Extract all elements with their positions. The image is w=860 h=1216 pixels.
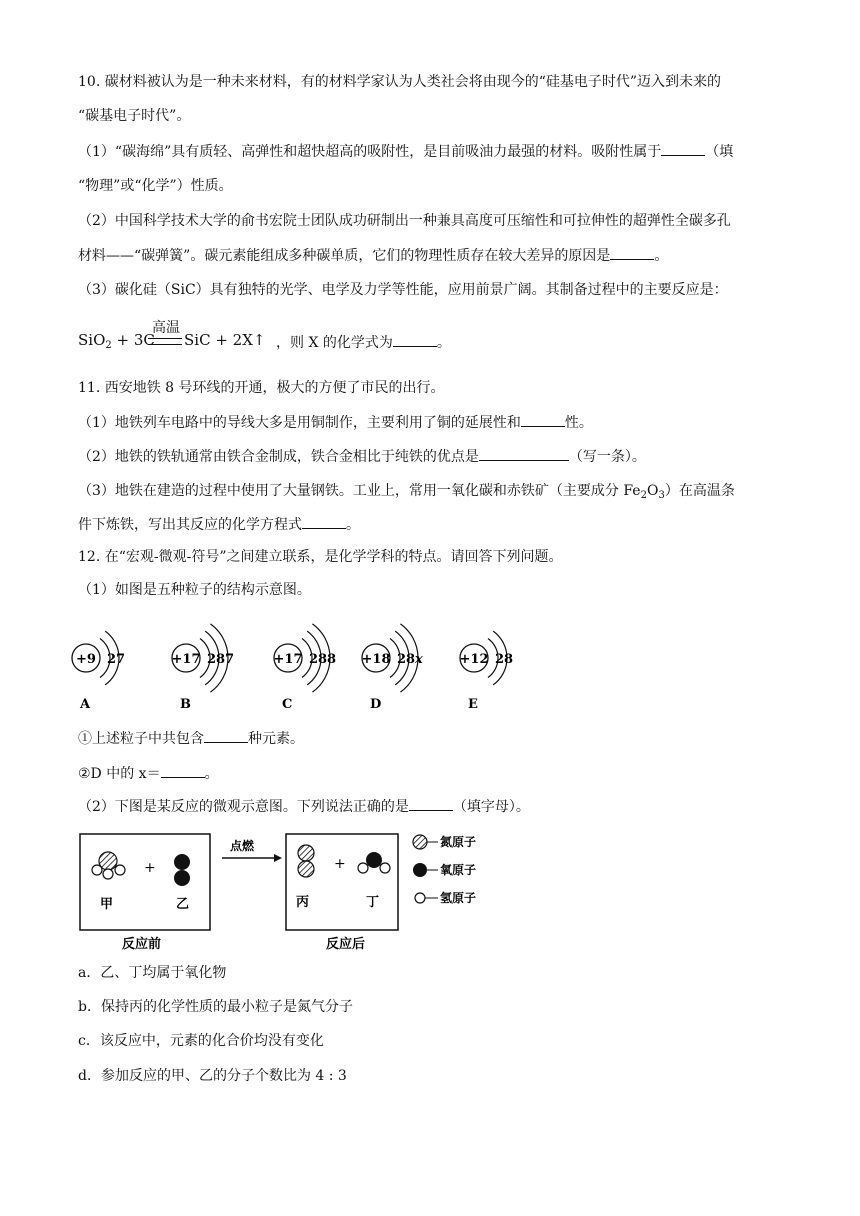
particle-label: E [468, 697, 478, 712]
particle-label: D [370, 697, 382, 712]
q11-part3-text: （3）地铁在建造的过程中使用了大量钢铁。工业上，常用一氧化碳和赤铁矿（主要成分 Fe [78, 483, 641, 499]
q10-part2-text: 材料——“碳弹簧”。碳元素能组成多种碳单质，它们的物理性质存在较大差异的原因是 [78, 248, 611, 264]
bing-molecule [298, 845, 314, 877]
oxygen-atom-icon [413, 863, 427, 877]
before-box [80, 834, 210, 930]
q10-part2-end: 。 [654, 248, 669, 264]
particle-d [362, 624, 423, 712]
nucleus-charge: +12 [459, 652, 489, 667]
ding-molecule [358, 852, 390, 873]
nucleus-charge: +9 [76, 652, 96, 667]
electron-count: 2 [309, 652, 319, 667]
electron-count: 2 [107, 652, 117, 667]
electron-count: 8 [318, 652, 328, 667]
option-d: d．参加反应的甲、乙的分子个数比为 4 : 3 [78, 1068, 347, 1084]
q12-part2-text: （2）下图是某反应的微观示意图。下列说法正确的是 [78, 799, 409, 815]
answer-blank[interactable] [521, 412, 565, 427]
particle-structure-figure [58, 612, 528, 716]
eq-right: SiC + 2X↑ [184, 331, 266, 349]
hydrogen-atom-icon [415, 893, 425, 903]
legend-oxygen: 氧原子 [440, 863, 477, 877]
ding-label: 丁 [366, 895, 380, 910]
plus-sign: + [334, 856, 346, 872]
legend-nitrogen: 氮原子 [440, 835, 477, 849]
answer-blank[interactable] [661, 141, 705, 156]
yi-label: 乙 [176, 897, 190, 912]
q10-part1-text: （1）“碳海绵”具有质轻、高弹性和超快超高的吸附性，是目前吸油力最强的材料。吸附性属于 [78, 144, 662, 160]
answer-blank[interactable] [409, 796, 453, 811]
q12-sub2-tail: 。 [204, 766, 219, 782]
q11-part2-text: （2）地铁的铁轨通常由铁合金制成，铁合金相比于纯铁的优点是 [78, 449, 479, 465]
eq-question: ，则 X 的化学式为 。 [276, 332, 451, 353]
formula-o: O [646, 483, 659, 499]
q11-part3-tail: ）在高温条 [664, 483, 735, 499]
before-label: 反应前 [122, 937, 162, 952]
legend [413, 834, 476, 905]
subscript: 2 [640, 490, 647, 501]
nitrogen-atom-icon [413, 835, 427, 849]
nucleus-charge: +17 [273, 652, 303, 667]
q11-part3-end: 。 [346, 517, 360, 533]
arrow-head-icon [274, 854, 282, 862]
option-c: c．该反应中，元素的化合价均没有变化 [78, 1033, 324, 1049]
jia-molecule [92, 852, 125, 879]
answer-blank[interactable] [479, 446, 569, 461]
q11-line1: 11. 西安地铁 8 号环线的开通，极大的方便了市民的出行。 [78, 380, 445, 396]
option-b: b．保持丙的化学性质的最小粒子是氮气分子 [78, 999, 353, 1015]
q11-part1-tail: 性。 [564, 415, 593, 431]
arrow-label: 点燃 [230, 839, 255, 853]
eq-left: SiO$_2$ + 3C [78, 331, 155, 351]
legend-hydrogen: 氢原子 [440, 891, 477, 905]
nucleus-charge: +18 [361, 652, 391, 667]
jia-label: 甲 [100, 897, 114, 912]
electron-count: 7 [116, 652, 126, 667]
electron-count: x [415, 652, 423, 667]
particle-a [72, 631, 125, 712]
q10-line2: “碳基电子时代”。 [78, 108, 191, 124]
electron-count: 8 [406, 652, 416, 667]
electron-count: 8 [504, 652, 514, 667]
q11-part1-text: （1）地铁列车电路中的导线大多是用铜制作，主要利用了铜的延展性和 [78, 415, 521, 431]
q11-part3-cont-text: 件下炼铁，写出其反应的化学方程式 [78, 517, 302, 533]
q10-part1-cont: “物理”或“化学”）性质。 [78, 178, 233, 194]
q11-part1 [78, 412, 593, 433]
subscript: 3 [658, 490, 665, 501]
q10-part2-cont [78, 245, 668, 266]
q10-part2: （2）中国科学技术大学的俞书宏院士团队成功研制出一种兼具高度可压缩性和可拉伸性的超弹性全碳多孔 [78, 213, 731, 229]
q12-sub2 [78, 763, 219, 784]
q10-part3: （3）碳化硅（SiC）具有独特的光学、电学及力学等性能，应用前景广阔。其制备过程中的主要反应是： [78, 282, 728, 298]
electron-count: 8 [216, 652, 226, 667]
q12-sub1-text: ①上述粒子中共包含 [78, 731, 204, 747]
q11-part3-cont [78, 514, 360, 535]
particle-e [460, 631, 514, 712]
up-arrow-icon: ↑ [252, 331, 266, 349]
yi-molecule [174, 854, 190, 886]
particle-label: B [180, 697, 191, 712]
q12-part2 [78, 796, 530, 817]
q12-sub1 [78, 728, 304, 749]
eq-condition: 高温 [152, 320, 180, 336]
electron-count: 2 [207, 652, 217, 667]
q11-part2-tail: （写一条）。 [568, 449, 646, 465]
q11-part2 [78, 446, 646, 467]
particle-label: A [80, 697, 91, 712]
eq-double-line [148, 338, 182, 345]
q11-part3 [78, 481, 735, 506]
q10-line1: 10. 碳材料被认为是一种未来材料，有的材料学家认为人类社会将由现今的“硅基电子时代”迈入到未来的 [78, 74, 722, 90]
q12-line1: 12. 在“宏观-微观-符号”之间建立联系，是化学学科的特点。请回答下列问题。 [78, 549, 563, 565]
particle-label: C [282, 697, 293, 712]
answer-blank[interactable] [610, 245, 654, 260]
q12-part2-tail: （填字母）。 [452, 799, 530, 815]
electron-count: 7 [225, 652, 235, 667]
plus-sign: + [144, 860, 156, 876]
answer-blank[interactable] [302, 514, 346, 529]
particle-b [172, 624, 235, 712]
electron-count: 2 [397, 652, 407, 667]
q10-part1 [78, 141, 733, 162]
electron-count: 2 [495, 652, 505, 667]
bing-label: 丙 [296, 895, 310, 910]
q12-part1: （1）如图是五种粒子的结构示意图。 [78, 582, 311, 598]
q10-part1-tail: （填 [705, 144, 734, 160]
nucleus-charge: +17 [171, 652, 201, 667]
electron-count: 8 [327, 652, 337, 667]
answer-blank[interactable] [204, 728, 248, 743]
answer-blank[interactable] [161, 763, 205, 778]
particle-c [274, 624, 337, 712]
q12-sub2-text: ②D 中的 x＝ [78, 766, 161, 782]
q12-sub1-tail: 种元素。 [248, 731, 304, 747]
after-label: 反应后 [326, 937, 366, 952]
reaction-diagram [78, 828, 518, 954]
answer-blank[interactable] [393, 332, 437, 347]
option-a: a．乙、丁均属于氧化物 [78, 965, 227, 981]
